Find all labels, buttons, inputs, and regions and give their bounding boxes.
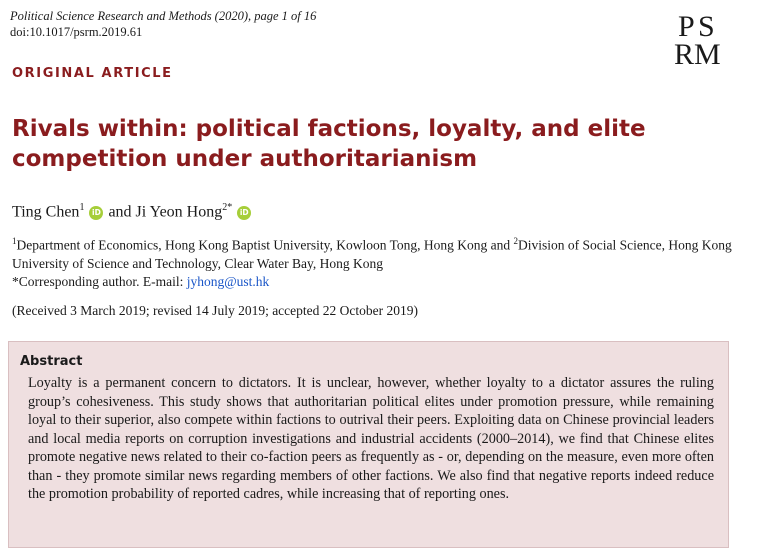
abstract-text: Loyalty is a permanent concern to dictators. It is unclear, however, whether loyalty to a dictator assures the ruling group’s cohesiveness. This study shows that authoritarian political elites under promotion pressure, while remaining loyal to their superior, also compete within factions to outrival their peers. Exploiting data on Chinese provincial leaders and local media reports on corruption investigations and industrial accidents (2000–2014), we find that Chinese elites promote negative news related to their co-faction peers as frequently as - or, depending on the measure, even more often than - they promote similar news regarding members of other factions. We also find that negative reports indeed reduce the promotion probability of reported cadres, while increasing that of reporting ones. (28, 375, 714, 502)
abstract-heading: Abstract (20, 354, 83, 369)
corresponding-author-label: *Corresponding author. E-mail: (12, 273, 187, 289)
journal-citation: Political Science Research and Methods (2020), page 1 of 16 (10, 9, 317, 23)
affiliation-marker: 1 (12, 236, 17, 246)
received-dates: (Received 3 March 2019; revised 14 July 2019; accepted 22 October 2019) (12, 303, 419, 318)
author-affiliation-marker: 2* (222, 202, 233, 213)
affiliation-text: Division of Social Science, Hong Kong University of Science and Technology, Clear Water Bay, Hong Kong (12, 237, 732, 271)
article-type-label: ORIGINAL ARTICLE (12, 66, 173, 81)
orcid-icon[interactable]: iD (237, 206, 251, 220)
affiliation-marker: 2 (513, 236, 518, 246)
author-connector: and (108, 203, 132, 221)
orcid-icon[interactable]: iD (89, 206, 103, 220)
article-title: Rivals within: political factions, loyalty, and elite competition under authoritarianism (12, 116, 646, 172)
affiliation-text: Department of Economics, Hong Kong Baptist University, Kowloon Tong, Hong Kong and (16, 237, 514, 253)
author-line (12, 198, 256, 222)
doi: doi:10.1017/psrm.2019.61 (10, 25, 143, 39)
svg-text:M: M (694, 38, 721, 68)
journal-logo (672, 10, 732, 68)
email-link[interactable]: jyhong@ust.hk (186, 273, 270, 289)
svg-text:S: S (698, 10, 715, 43)
author-name[interactable]: Ting Chen (12, 203, 80, 221)
svg-text:P: P (678, 10, 695, 43)
author-affiliation-marker: 1 (79, 202, 85, 213)
affiliations (12, 232, 732, 291)
svg-text:R: R (674, 38, 695, 68)
author-name[interactable]: Ji Yeon Hong (135, 203, 223, 221)
